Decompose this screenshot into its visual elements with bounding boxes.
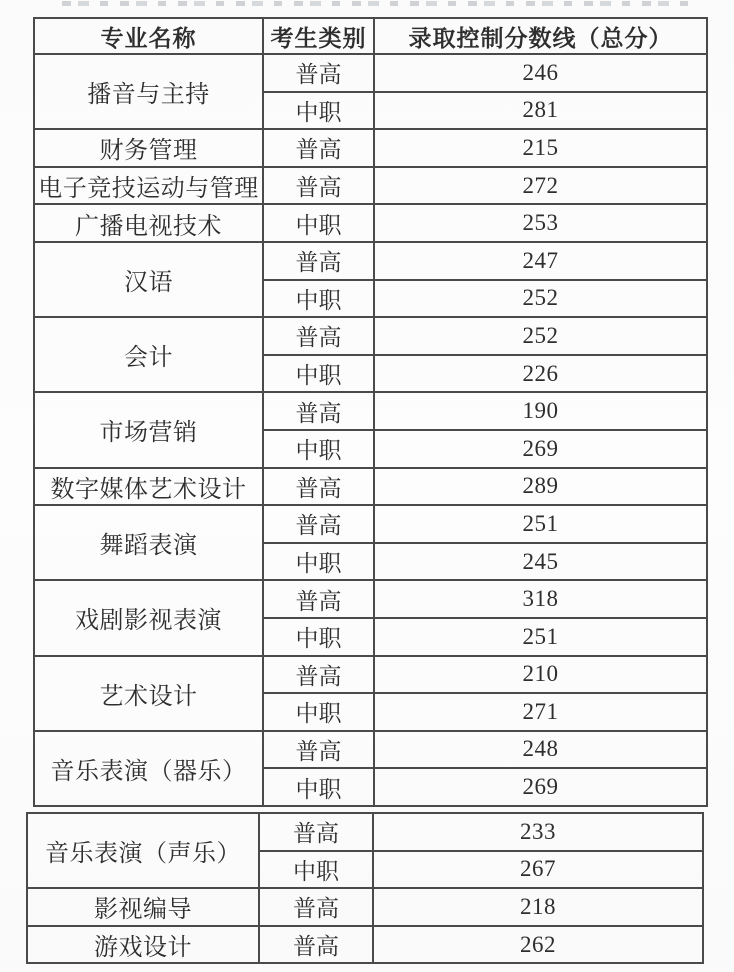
- table-row: [27, 813, 703, 851]
- score-value-cell: 253: [374, 204, 707, 242]
- candidate-category-cell: 普高: [263, 580, 374, 618]
- candidate-category-cell: 中职: [259, 851, 373, 889]
- score-value-cell: 218: [373, 888, 703, 926]
- major-name-cell: 舞蹈表演: [34, 505, 263, 580]
- table-row: [34, 505, 707, 543]
- header-major-name: 专业名称: [34, 18, 263, 54]
- table-row: [27, 888, 703, 926]
- score-value-cell: 267: [373, 851, 703, 889]
- major-name-cell: 艺术设计: [34, 656, 263, 731]
- candidate-category-cell: 中职: [263, 355, 374, 393]
- score-value-cell: 289: [374, 468, 707, 506]
- score-value-cell: 281: [374, 92, 707, 130]
- candidate-category-cell: 普高: [263, 468, 374, 506]
- major-name-cell: 汉语: [34, 242, 263, 317]
- table-row: [34, 204, 707, 242]
- major-name-cell: 财务管理: [34, 129, 263, 167]
- candidate-category-cell: 普高: [263, 129, 374, 167]
- table-row: [34, 129, 707, 167]
- score-value-cell: 251: [374, 505, 707, 543]
- table-row: [34, 317, 707, 355]
- score-value-cell: 269: [374, 768, 707, 806]
- major-name-cell: 数字媒体艺术设计: [34, 468, 263, 506]
- score-value-cell: 247: [374, 242, 707, 280]
- candidate-category-cell: 普高: [263, 731, 374, 769]
- candidate-category-cell: 普高: [263, 505, 374, 543]
- table-row: [34, 242, 707, 280]
- score-table-body: [34, 54, 707, 806]
- admission-score-table-continued: [26, 812, 704, 964]
- score-value-cell: 269: [374, 430, 707, 468]
- candidate-category-cell: 普高: [263, 317, 374, 355]
- candidate-category-cell: 中职: [263, 543, 374, 581]
- table-row: [34, 392, 707, 430]
- candidate-category-cell: 中职: [263, 280, 374, 318]
- major-name-cell: 戏剧影视表演: [34, 580, 263, 655]
- score-value-cell: 252: [374, 317, 707, 355]
- candidate-category-cell: 普高: [259, 888, 373, 926]
- candidate-category-cell: 普高: [259, 813, 373, 851]
- candidate-category-cell: 中职: [263, 204, 374, 242]
- admission-score-table: [33, 17, 708, 807]
- score-value-cell: 271: [374, 693, 707, 731]
- candidate-category-cell: 普高: [263, 392, 374, 430]
- major-name-cell: 会计: [34, 317, 263, 392]
- score-value-cell: 252: [374, 280, 707, 318]
- candidate-category-cell: 普高: [263, 167, 374, 205]
- table-row: [34, 580, 707, 618]
- score-value-cell: 210: [374, 656, 707, 694]
- candidate-category-cell: 普高: [263, 54, 374, 92]
- score-value-cell: 190: [374, 392, 707, 430]
- table-row: [27, 926, 703, 964]
- score-value-cell: 215: [374, 129, 707, 167]
- score-table-continued-body: [27, 813, 703, 963]
- candidate-category-cell: 中职: [263, 768, 374, 806]
- major-name-cell: 影视编导: [27, 888, 259, 926]
- candidate-category-cell: 中职: [263, 618, 374, 656]
- score-value-cell: 262: [373, 926, 703, 964]
- score-value-cell: 248: [374, 731, 707, 769]
- major-name-cell: 电子竞技运动与管理: [34, 167, 263, 205]
- table-row: [34, 731, 707, 769]
- major-name-cell: 音乐表演（声乐）: [27, 813, 259, 888]
- score-value-cell: 272: [374, 167, 707, 205]
- candidate-category-cell: 中职: [263, 693, 374, 731]
- score-value-cell: 318: [374, 580, 707, 618]
- score-value-cell: 251: [374, 618, 707, 656]
- score-value-cell: 226: [374, 355, 707, 393]
- header-candidate-category: 考生类别: [263, 18, 374, 54]
- candidate-category-cell: 中职: [263, 92, 374, 130]
- major-name-cell: 游戏设计: [27, 926, 259, 964]
- header-score-line: 录取控制分数线（总分）: [374, 18, 707, 54]
- score-value-cell: 245: [374, 543, 707, 581]
- cutoff-text-remnant: [62, 1, 692, 6]
- candidate-category-cell: 普高: [263, 656, 374, 694]
- score-value-cell: 233: [373, 813, 703, 851]
- major-name-cell: 播音与主持: [34, 54, 263, 129]
- table-header-row: [34, 18, 707, 54]
- table-row: [34, 656, 707, 694]
- major-name-cell: 广播电视技术: [34, 204, 263, 242]
- candidate-category-cell: 普高: [259, 926, 373, 964]
- major-name-cell: 音乐表演（器乐）: [34, 731, 263, 806]
- candidate-category-cell: 中职: [263, 430, 374, 468]
- table-row: [34, 167, 707, 205]
- table-row: [34, 468, 707, 506]
- score-value-cell: 246: [374, 54, 707, 92]
- major-name-cell: 市场营销: [34, 392, 263, 467]
- candidate-category-cell: 普高: [263, 242, 374, 280]
- table-row: [34, 54, 707, 92]
